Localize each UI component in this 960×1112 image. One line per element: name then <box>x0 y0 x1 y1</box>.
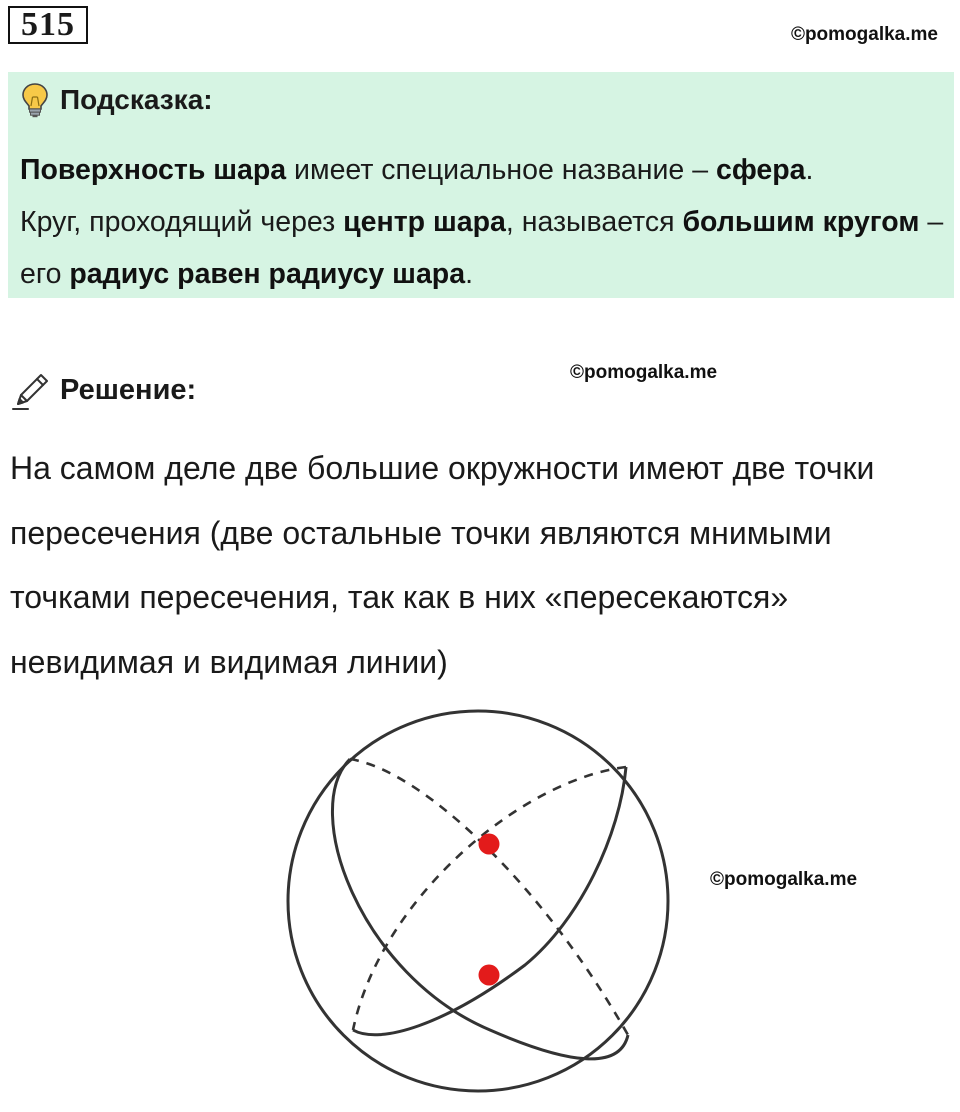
lightbulb-icon <box>20 82 50 118</box>
hint-bold: большим кругом <box>682 206 920 238</box>
watermark: ©pomogalka.me <box>710 869 858 890</box>
hint-span: – его <box>20 206 944 290</box>
intersection-point-lower <box>479 965 500 986</box>
hint-bold: радиус равен радиусу шара <box>69 258 466 290</box>
solution-title-text: Решение: <box>60 373 197 406</box>
sphere-figure <box>270 700 690 1110</box>
hint-span: имеет специальное название – <box>286 154 716 186</box>
watermark: ©pomogalka.me <box>790 24 938 45</box>
solution-title <box>10 368 196 412</box>
solution-text: На самом деле две большие окружности имеют две точки пересечения (две остальные точки являются мнимыми точками пересечения, так как в них «пересекаются» невидимая и видимая линии) <box>10 450 875 680</box>
hint-span: , называется <box>505 206 683 238</box>
pencil-icon <box>10 368 54 412</box>
great-circle-1-visible <box>332 759 628 1059</box>
hint-title-text: Подсказка: <box>60 84 213 115</box>
hint-bold: Поверхность шара <box>20 154 287 186</box>
hint-bold: центр шара <box>343 206 506 238</box>
hint-span: . <box>465 258 473 290</box>
hint-title <box>20 82 213 118</box>
problem-number: 515 <box>8 6 88 44</box>
hint-span: . <box>805 154 814 186</box>
intersection-point-upper <box>479 834 500 855</box>
hint-box <box>8 72 954 298</box>
sphere-outline <box>288 711 668 1091</box>
hint-span: Круг, проходящий через <box>20 206 344 238</box>
hint-text <box>20 144 945 300</box>
hint-bold: сфера <box>715 154 806 186</box>
watermark: ©pomogalka.me <box>570 362 718 383</box>
great-circle-1-hidden <box>350 759 628 1035</box>
great-circle-2-visible <box>353 767 626 1035</box>
